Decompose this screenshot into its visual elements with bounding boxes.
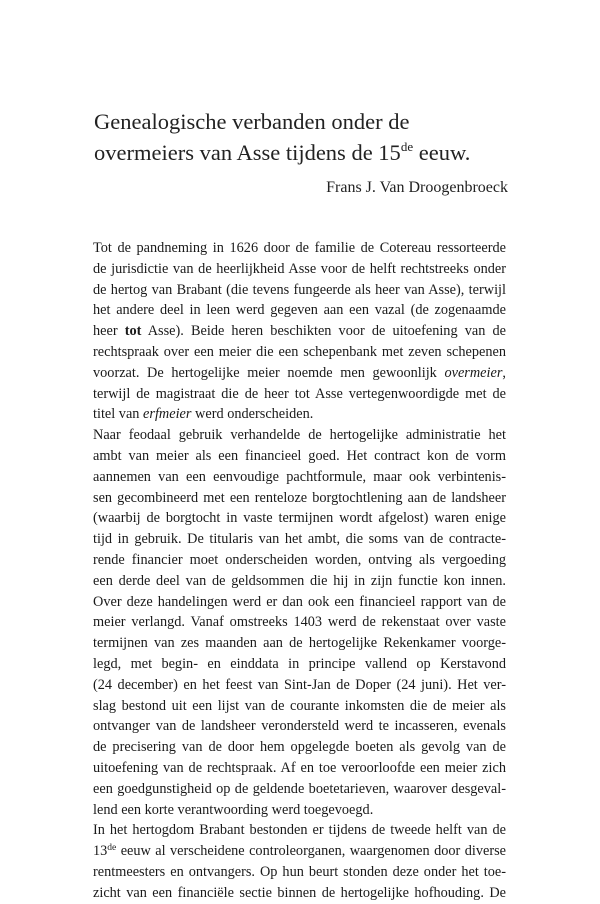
- text-line: rechtspraak over een meier die een schepenbank met zeven schepenen: [93, 343, 506, 360]
- text-line: het andere deel in leen werd gegeven aan een vazal (de zogenaamde: [93, 302, 506, 319]
- text-line: uitoefening van de rechtspraak. Af en toe veroorloofde een meier zich: [93, 759, 506, 776]
- text-line: titel van erfmeier werd onderscheiden.: [93, 406, 314, 423]
- text-line: ambt van meier als een financieel goed. Het contract kon de vorm: [93, 447, 506, 464]
- text-line: een derde deel van de geldsommen die hij in zijn functie kon innen.: [93, 572, 506, 589]
- text-line: legd, met begin- en einddata in principe vallend op Kerstavond: [93, 655, 506, 672]
- text-line: 13de eeuw al verscheidene controleorganen, waargenomen door diverse: [93, 843, 506, 860]
- text-line: In het hertogdom Brabant bestonden er tijdens de tweede helft van de: [93, 822, 506, 839]
- text-line: de jurisdictie van de heerlijkheid Asse voor de helft rechtstreeks onder: [93, 260, 506, 277]
- text-line: Tot de pandneming in 1626 door de familie de Cotereau ressorteerde: [93, 240, 506, 256]
- text-line: rende financier moet onderscheiden worden, ontving als vergoeding: [93, 551, 506, 568]
- text-line: Over deze handelingen werd er dan ook een financieel rapport van de: [93, 593, 506, 610]
- text-line: rentmeesters en ontvangers. Op hun beurt stonden deze onder het toe-: [93, 863, 506, 880]
- author-name: Frans J. Van Droogenbroeck: [326, 179, 508, 196]
- text-line: een goedgunstigheid op de geldende boetetarieven, waarover desgeval-: [93, 780, 506, 797]
- text-line: aannemen van een eenvoudige pachtformule, maar ook verbintenis-: [93, 468, 506, 485]
- text-line: termijnen van zes maanden aan de hertogelijke Rekenkamer voorge-: [93, 635, 506, 652]
- body-text: [93, 238, 506, 904]
- title-line-1: Genealogische verbanden onder de: [94, 109, 410, 134]
- text-line: de hertog van Brabant (die tevens fungeerde als heer van Asse), terwijl: [93, 281, 506, 298]
- text-line: slag bestond uit een lijst van de courante inkomsten die de meier als: [93, 697, 506, 714]
- text-line: sen gecombineerd met een renteloze borgtochtlening aan de landsheer: [93, 489, 506, 506]
- article-title: [94, 106, 534, 168]
- text-line: terwijl de magistraat die de heer tot Asse vertegenwoordigde met de: [93, 385, 506, 402]
- text-line: tijd in gebruik. De titularis van het ambt, die soms van de contracte-: [93, 531, 506, 548]
- text-line: voorzat. De hertogelijke meier noemde men gewoonlijk overmeier,: [93, 364, 506, 381]
- text-line: de precisering van de door hem opgelegde boeten als gevolg van de: [93, 739, 506, 756]
- text-line: ontvanger van de landsheer verondersteld werd te incasseren, evenals: [93, 718, 506, 735]
- text-line: heer tot Asse). Beide heren beschikten voor de uitoefening van de: [93, 323, 506, 340]
- text-line: Naar feodaal gebruik verhandelde de hertogelijke administratie het: [93, 427, 506, 444]
- text-line: (waarbij de borgtocht in vaste termijnen wordt afgelost) waren enige: [93, 510, 506, 527]
- text-line: (24 december) en het feest van Sint-Jan de Doper (24 juni). Het ver-: [93, 676, 506, 693]
- text-line: zicht van een financiële sectie binnen de hertogelijke hofhouding. De: [93, 884, 506, 901]
- title-line-2: overmeiers van Asse tijdens de 15de eeuw.: [94, 139, 471, 165]
- text-line: lend een korte verantwoording werd toegevoegd.: [93, 801, 374, 818]
- text-line: meier verlangd. Vanaf omstreeks 1403 werd de rekenstaat over vaste: [93, 614, 506, 631]
